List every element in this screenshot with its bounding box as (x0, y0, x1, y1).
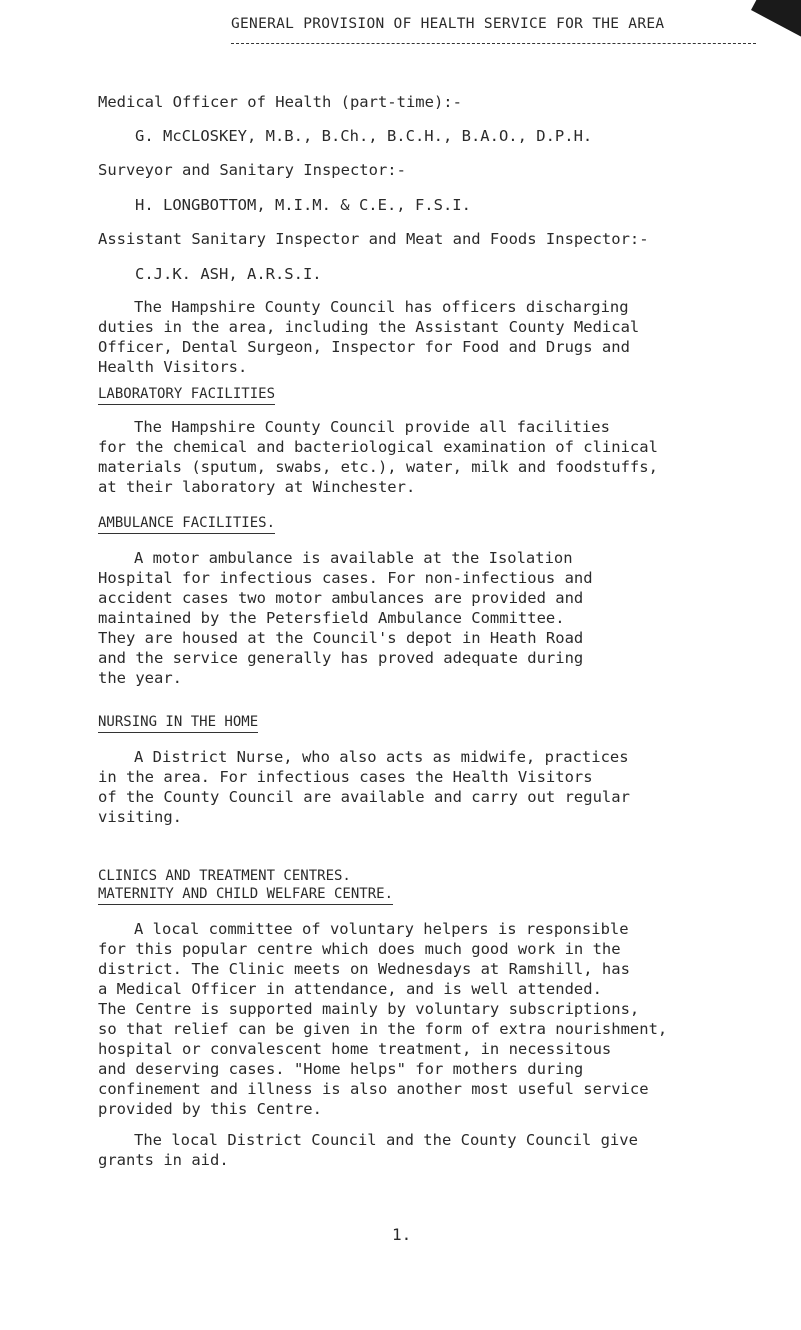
maternity-heading: MATERNITY AND CHILD WELFARE CENTRE. (98, 885, 393, 905)
grants-text: The local District Council and the County Council give grants in aid. (98, 1131, 638, 1169)
laboratory-text: The Hampshire County Council provide all facilities for the chemical and bacteriological examination of clinical materials (sputum, swabs, etc.), water, milk and foodstuffs, at their laboratory at Winchester. (98, 418, 658, 496)
surveyor-label: Surveyor and Sanitary Inspector:- (98, 161, 406, 179)
ambulance-text: A motor ambulance is available at the Isolation Hospital for infectious cases. For non-infectious and accident cases two motor ambulances are provided and maintained by the Petersfield Ambulance Committee. They are housed at the Council's depot in Heath Road and the service generally has proved adequate during the year. (98, 549, 593, 687)
maternity-text: A local committee of voluntary helpers is responsible for this popular centre which does much good work in the district. The Clinic meets on Wednesdays at Ramshill, has a Medical Officer in attendance, and is well attended. The Centre is supported mainly by voluntary subscriptions, so that relief can be given in the form of extra nourishment, hospital or convalescent home treatment, in necessitous and deserving cases. "Home helps" for mothers during confinement and illness is also another most useful service provided by this Centre. (98, 920, 668, 1118)
assistant-label: Assistant Sanitary Inspector and Meat and Foods Inspector:- (98, 230, 649, 248)
page-number: 1. (392, 1225, 412, 1244)
page-title: GENERAL PROVISION OF HEALTH SERVICE FOR THE AREA (231, 16, 665, 32)
moh-label: Medical Officer of Health (part-time):- (98, 93, 462, 111)
assistant-name: C.J.K. ASH, A.R.S.I. (135, 265, 322, 283)
intro-paragraph: The Hampshire County Council has officers discharging duties in the area, including the Assistant County Medical Officer, Dental Surgeon, Inspector for Food and Drugs and Health Visitors. (98, 298, 640, 376)
nursing-heading: NURSING IN THE HOME (98, 713, 258, 733)
surveyor-name: H. LONGBOTTOM, M.I.M. & C.E., F.S.I. (135, 196, 471, 214)
scan-corner-mark (751, 0, 801, 43)
title-underline (231, 43, 756, 44)
laboratory-heading: LABORATORY FACILITIES (98, 385, 275, 405)
moh-name: G. McCLOSKEY, M.B., B.Ch., B.C.H., B.A.O., D.P.H. (135, 127, 593, 145)
nursing-text: A District Nurse, who also acts as midwife, practices in the area. For infectious cases the Health Visitors of the County Council are available and carry out regular visiting. (98, 748, 630, 826)
clinics-heading: CLINICS AND TREATMENT CENTRES. (98, 868, 351, 884)
ambulance-heading: AMBULANCE FACILITIES. (98, 514, 275, 534)
